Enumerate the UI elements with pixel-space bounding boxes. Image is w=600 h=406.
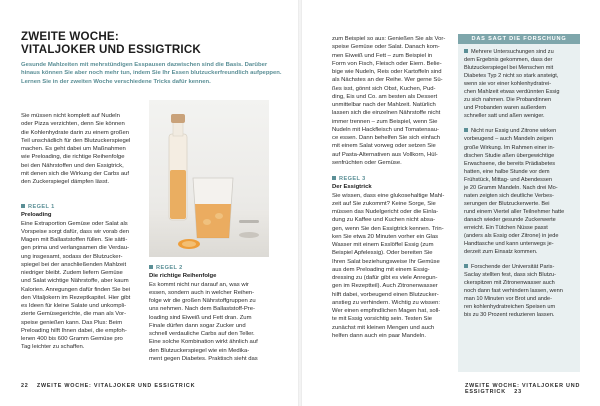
left-page [0, 0, 298, 406]
rule1-line: ung insgesamt, sodass der Blutzucker- [21, 253, 123, 260]
sidebar-2-line: große Wirkung. Im Rahmen einer in- [464, 144, 555, 151]
right-col-line: speise Gemüse oder Salat. Danach kom- [332, 44, 440, 51]
sidebar-3-line: man 10 Minuten vor Brot und ande- [464, 296, 552, 303]
rule3-line: anstieg zu verhindern. Wichtig zu wissen: [332, 299, 441, 306]
sidebar-2-line: rund einem Viertel aller Teilnehmer hatte [464, 208, 565, 215]
rule3-line: hilft dabei, vorbeugend einen Blutzucker- [332, 291, 439, 298]
sidebar-1-line: dem Ergebnis gekommen, dass der [464, 57, 553, 64]
sidebar-2-line: dischen Studie aßen übergewichtige [464, 152, 555, 159]
chapter-title-line-2: VITALJOKER UND ESSIGTRICK [21, 43, 201, 57]
sidebar-1-line: Mehrere Untersuchungen sind zu [464, 48, 574, 56]
rule-1-heading-text: REGEL 1 [28, 204, 55, 210]
rule3-line: dressing zu (dafür gibt es viele Anregun- [332, 275, 438, 281]
rule1-line: Eine Extraportion Gemüse oder Salat als [21, 220, 128, 227]
sidebar-3-line: ren kohlenhydratreichen Speisen um [464, 304, 556, 311]
sidebar-2-line: Frühstück, Mittag- und Abendessen [464, 176, 552, 183]
rule3-line: Beispiel Apfelessig). Oder bereiten Sie [332, 250, 433, 257]
sidebar-2-line: erreicht. Ein Tütchen Nüsse passt [464, 224, 548, 231]
rule3-line: gen im Rezeptteil). Auch Zitronenwasser [332, 283, 438, 290]
sidebar-2-line: danach wieder gesunde Zuckerwerte [464, 216, 556, 223]
sidebar-3-line: bis zu 30 Prozent reduzieren lassen. [464, 312, 555, 319]
rule1-line: und Salat wichtige Nährstoffe, aber kaum [21, 278, 129, 285]
right-col-line: Form von Fisch, Fleisch oder Eiern. Belie- [332, 60, 442, 67]
col1-line: Sie müssen nicht komplett auf Nudeln [21, 113, 120, 119]
rule2-line: Eine solche Kombination wirkt ähnlich auf [149, 339, 258, 346]
sidebar-heading: DAS SAGT DIE FORSCHUNG [458, 34, 580, 44]
rule3-line: helfen dann auch ein paar Mandeln. [332, 332, 426, 339]
rule2-line: schnell verdauliche Carbs auf den Teller. [149, 331, 255, 337]
research-sidebar [458, 34, 580, 372]
sidebar-body [458, 44, 580, 320]
col1-line: oder Pizza verzichten, denn Sie können [21, 121, 125, 128]
sidebar-2-line: Handtasche und kann unterwegs je- [464, 241, 554, 248]
left-page-number: 22 [21, 383, 29, 389]
rule-1-section [21, 203, 145, 352]
rule1-line: Magen mit Ballaststoffen füllen. Sie sätti- [21, 237, 128, 243]
col1-line: den Zuckerspiegel dämpfen lässt. [21, 179, 110, 185]
rule2-line: Es kommt nicht nur darauf an, was wir [149, 281, 249, 288]
sidebar-1-line: chen Mahlzeit etwas verdünnten Essig [464, 89, 560, 96]
rule-2-heading [149, 264, 271, 272]
right-col-line: mit einem Salat vorweg oder setzen Sie [332, 143, 436, 150]
col1-line: Teil unschädlich für den Blutzuckerspiegel [21, 137, 131, 144]
rule-3-heading-text: REGEL 3 [339, 176, 366, 182]
sidebar-item-2 [464, 127, 574, 256]
sidebar-1-line: zu sich nahmen. Die Probandinnen [464, 97, 552, 104]
square-bullet-icon [21, 204, 25, 208]
square-bullet-icon [464, 128, 468, 132]
sidebar-2-line: Erwachsene, die bereits Prädiabetes [464, 160, 556, 167]
right-col-line: zum Beispiel so aus: Genießen Sie als Vor- [332, 36, 446, 42]
rule1-line: zierte Gemüsegerichte, die man als Vor- [21, 311, 127, 318]
rule-2-section [149, 264, 271, 363]
sidebar-item-1 [464, 48, 574, 120]
sidebar-2-line: (anders als Essig oder Zitrone) in jede [464, 233, 559, 240]
rule2-line: folge wir die großen Nährstoffgruppen zu [149, 298, 256, 304]
square-bullet-icon [464, 264, 468, 268]
rule3-line: zunächst mit kleinen Mengen und auch [332, 324, 435, 331]
left-footer-text: ZWEITE WOCHE: VITALJOKER UND ESSIGTRICK [36, 383, 196, 389]
sidebar-1-line: Blutzuckerspiegel bei Menschen mit [464, 65, 554, 72]
rule-3-heading [332, 175, 456, 183]
rule2-line: uns nehmen. Nach dem Ballaststoff-Pre- [149, 306, 255, 313]
sidebar-2-line: naten zeigten sich deutliche Verbes- [464, 192, 554, 199]
vinegar-glass-illustration [149, 100, 269, 257]
rule1-line: spiegel bei der anschließenden Mahlzeit [21, 261, 127, 268]
rule-2-heading-text: REGEL 2 [156, 265, 183, 271]
sidebar-item-3 [464, 263, 574, 319]
right-footer-text: ZWEITE WOCHE: VITALJOKER UND ESSIGTRICK [465, 383, 581, 395]
sidebar-2-line: vorbeugend – auch Mandeln zeigen [464, 136, 553, 143]
sidebar-2-line: hatten, eine halbe Stunde vor dem [464, 168, 550, 175]
right-page-number: 23 [514, 389, 522, 395]
rule1-line: gen prima und verlangsamen die Verdau- [21, 245, 130, 252]
rule1-line: den Vitaljokern im Rezeptkapitel. Hier gibt [21, 294, 131, 301]
sidebar-2-line: derzeit zum Einsatz kommen. [464, 249, 538, 256]
rule3-line: müssen das Nudelgericht oder die Einla- [332, 209, 439, 215]
square-bullet-icon [149, 265, 153, 269]
photo-vinegar-glass [149, 100, 269, 257]
sidebar-3-line: noch dann fast verhindern lassen, wenn [464, 288, 563, 295]
rule2-line: Finale dürfen dann sogar Zucker und [149, 322, 246, 329]
right-col-line: auf Pasta-Alternativen aus Vollkorn, Hül- [332, 151, 438, 158]
rule1-line: Tag leichter zu schaffen. [21, 344, 85, 351]
rule3-line: dung zu Kaffee und Kuchen nicht absa- [332, 217, 436, 224]
chapter-title [21, 30, 261, 56]
sidebar-1-line: schneller satt und aßen weniger. [464, 113, 545, 120]
rule3-line: Wer einen empfindlichen Magen hat, soll- [332, 308, 441, 314]
sidebar-2-line: serungen der Blutzuckerwerte. Bei [464, 200, 550, 207]
rule3-line: zeit auf Sie zukommt? Keine Sorge, Sie [332, 200, 436, 207]
rule2-line: loading sind Eiweiß und Fett dran. Zum [149, 314, 252, 321]
rule1-line: lenen 400 bis 600 Gramm Gemüse pro [21, 336, 123, 342]
col1-line: bei den Nährstoffen und den Essigtrick, [21, 162, 124, 169]
sidebar-2-line: je 20 Gramm Mandeln. Nach drei Mo- [464, 184, 558, 191]
rule2-line: den Blutzuckerspiegel wie ein Medika- [149, 347, 250, 354]
col1-line: wie Preloading, die richtige Reihenfolge [21, 154, 125, 161]
right-col-line: immer trennen – zum Beispiel, wenn Sie [332, 118, 438, 125]
rule-1-heading [21, 203, 145, 211]
col1-line: machen. Es geht dabei um Maßnahmen [21, 146, 126, 152]
rule2-line: ment gegen Diabetes. Praktisch sieht das [149, 355, 258, 362]
right-column-body [332, 35, 456, 167]
square-bullet-icon [464, 49, 468, 53]
right-footer [465, 383, 600, 395]
sidebar-3-line: Forschende der Universität Paris- [464, 263, 574, 271]
right-col-line: ßes isst, gönnt sich Obst, Kuchen, Pud- [332, 85, 436, 92]
sidebar-1-line: Diabetes Typ 2 nicht so stark ansteigt, [464, 73, 559, 80]
rule3-line: te mit Essig vorsichtig sein. Testen Sie [332, 316, 433, 323]
rule3-line: gen, wenn Sie den Essigtrick kennen. Trin- [332, 225, 444, 232]
rule3-line: Ihren Salat beziehungsweise Ihr Gemüse [332, 258, 440, 265]
left-column-intro [21, 112, 145, 186]
sidebar-3-line: ckerspitzen mit Zitronenwasser auch [464, 280, 555, 287]
right-col-line: senfrüchten oder Gemüse. [332, 159, 402, 166]
square-bullet-icon [332, 176, 336, 180]
rule-2-subheading: Die richtige Reihenfolge [149, 273, 217, 280]
right-col-line: Nudeln mit Hackfleisch und Tomatensau- [332, 126, 439, 133]
rule-1-subheading: Preloading [21, 212, 52, 219]
sidebar-1-line: wenn sie vor einer kohlenhydratrei- [464, 81, 552, 88]
rule-1-body [21, 220, 145, 352]
rule2-line: essen, sondern auch in welcher Reihen- [149, 289, 255, 296]
rule-2-body [149, 281, 271, 364]
right-col-line: unmittelbar nach der Mahlzeit. Natürlich [332, 102, 436, 108]
right-col-line: men Eiweiß und Fett – zum Beispiel in [332, 52, 433, 59]
sidebar-1-line: und Probanden waren außerdem [464, 105, 547, 112]
left-footer [21, 383, 195, 389]
col1-lines [21, 112, 145, 186]
chapter-title-line-1: ZWEITE WOCHE: [21, 30, 119, 43]
rule1-line: es Ideen für kleine Salate und unkompli- [21, 303, 127, 309]
right-col-line: bige wie Nudeln, Reis oder Kartoffeln sind [332, 69, 442, 75]
rule1-line: speise genießen kann. Das Plus: Beim [21, 319, 123, 326]
rule-3-subheading: Der Essigtrick [332, 184, 372, 191]
col1-line: die Kohlenhydrate darin zu einem großen [21, 129, 130, 136]
rule3-line: ken Sie etwa 20 Minuten vorher ein Glas [332, 233, 439, 240]
rule-3-body [332, 192, 456, 341]
right-col-line: ce essen. Dann behelfen Sie sich einfach [332, 135, 441, 141]
rule1-line: Kalorien. Anregungen dafür finden Sie bei [21, 286, 131, 293]
right-column [332, 35, 456, 340]
rule3-line: Wasser mit einem Esslöffel Essig (zum [332, 242, 434, 248]
right-col-line: lassen sich die einzelnen Nährstoffe nicht [332, 110, 441, 117]
right-col-line: als Nächstes an der Reihe. Wer gerne Sü- [332, 77, 443, 84]
rule3-line: aus dem Preloading mit einem Essig- [332, 266, 430, 273]
rule1-line: Vorspeise sorgt dafür, dass wir vorab den [21, 228, 130, 235]
intro-paragraph: Gesunde Mahlzeiten mit mehrstündigen Esspausen dazwischen sind die Basis. Darüber hinaus können Sie aber noch mehr tun, indem Sie Ihr Essen blutzuckerfreundlich aufpeppen. Lernen Sie in der zweiten Woche verschiedene Tricks dafür kennen. [21, 62, 282, 85]
col1-line: mit denen sich die Wirkung der Carbs auf [21, 170, 130, 177]
rule3-line: Sie wissen, dass eine glukosehaltige Mahl- [332, 192, 445, 199]
sidebar-2-line: Nicht nur Essig und Zitrone wirken [464, 127, 574, 135]
sidebar-3-line: Saclay stellten fest, dass sich Blutzu- [464, 272, 557, 279]
rule1-line: Preloading hilft Ihnen dabei, die empfoh- [21, 327, 127, 334]
rule1-line: niedriger bleibt. Zudem liefern Gemüse [21, 270, 123, 276]
right-col-line: ding, Eis und Co. am besten als Dessert [332, 93, 438, 100]
